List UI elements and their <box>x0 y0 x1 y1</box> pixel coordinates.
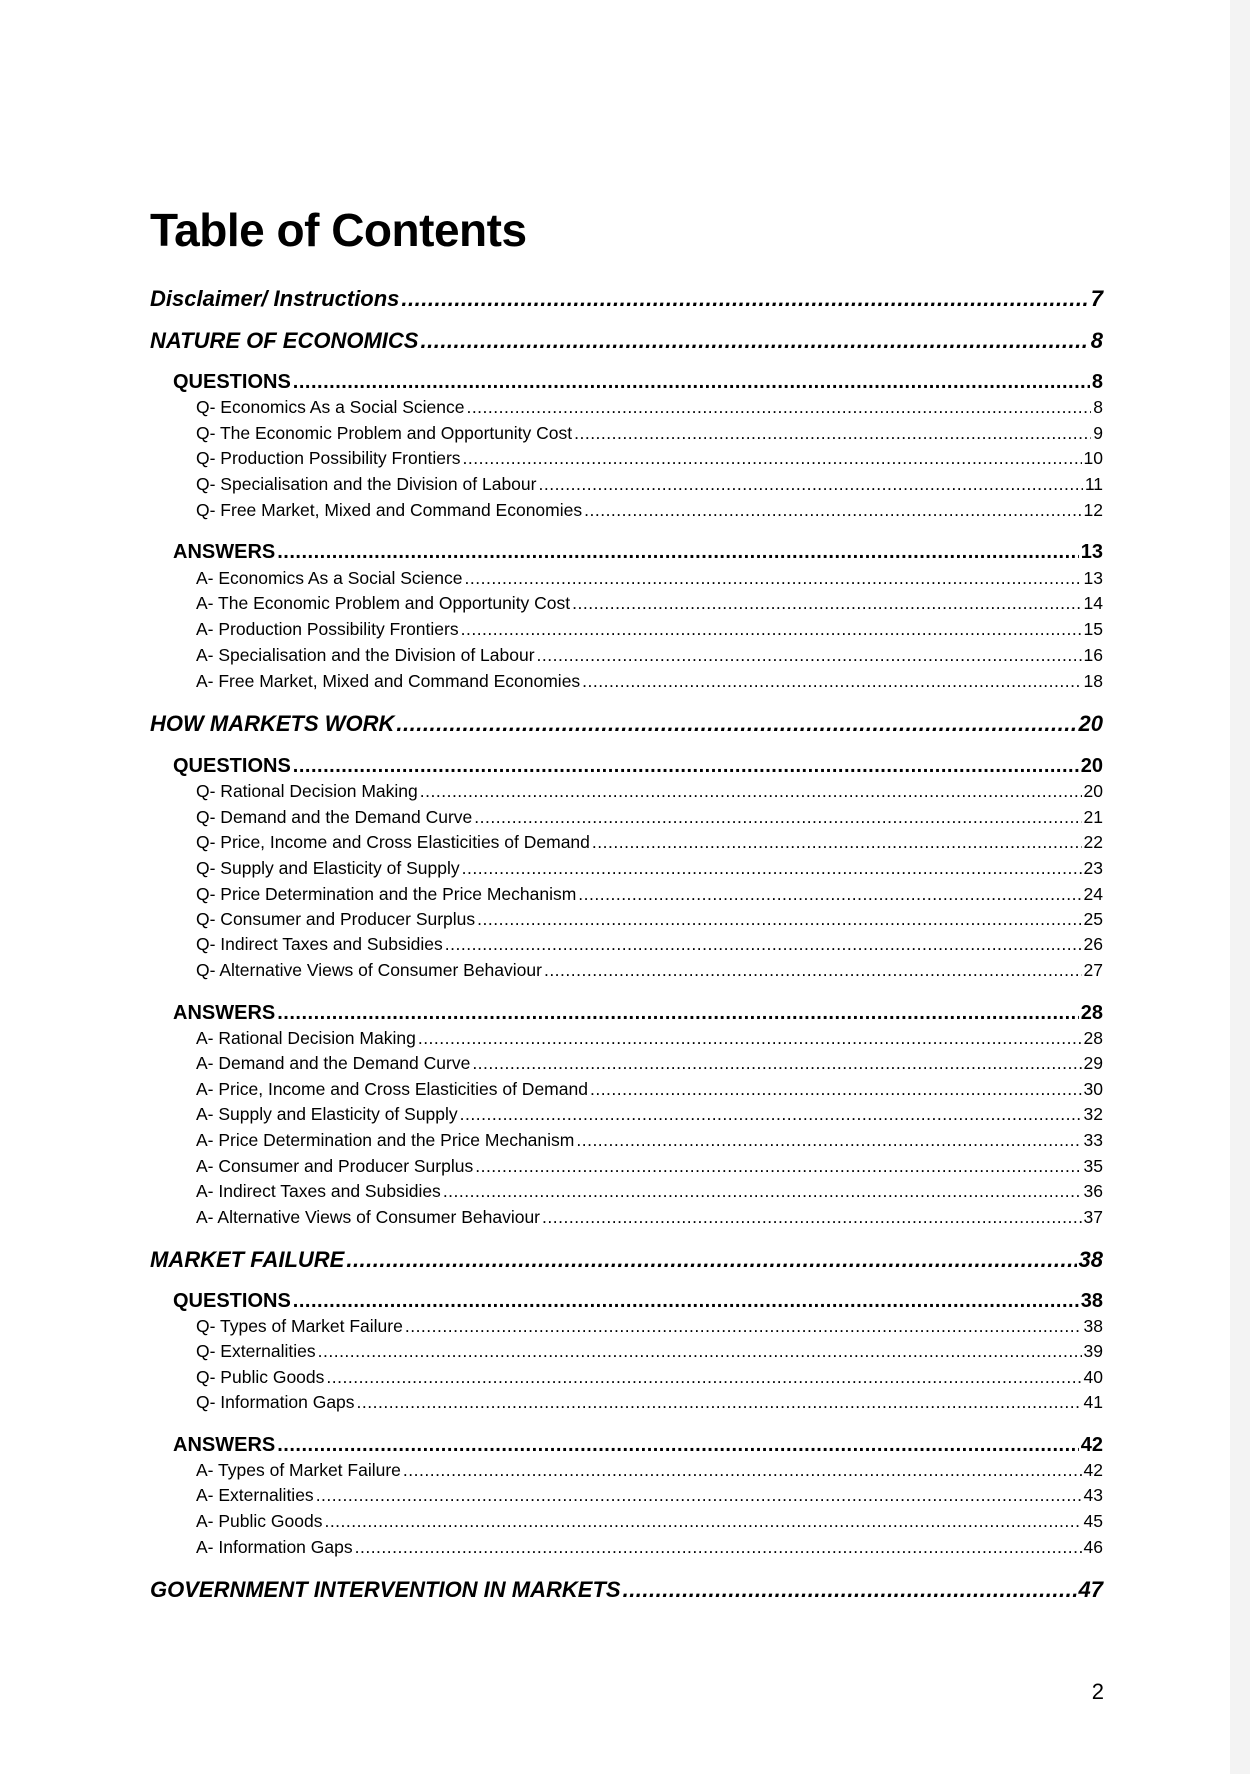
dot-leader <box>537 643 1082 667</box>
toc-entry-page-number: 23 <box>1083 858 1103 878</box>
toc-entry-title: A- Economics As a Social Science <box>196 568 463 588</box>
toc-section-title: HOW MARKETS WORK <box>150 711 395 736</box>
dot-leader <box>418 1026 1082 1050</box>
toc-entry[interactable] <box>196 591 1103 615</box>
toc-entry[interactable] <box>196 1154 1103 1178</box>
toc-entry-title: A- Indirect Taxes and Subsidies <box>196 1181 441 1201</box>
toc-entry-page-number: 16 <box>1083 645 1103 665</box>
toc-entry-page-number: 33 <box>1083 1130 1103 1150</box>
toc-subsection-page-number: 8 <box>1091 371 1103 393</box>
toc-entry-page-number: 42 <box>1083 1460 1103 1480</box>
toc-entry-title: A- Types of Market Failure <box>196 1460 401 1480</box>
dot-leader <box>544 958 1082 982</box>
toc-entry-page-number: 11 <box>1084 474 1103 494</box>
toc-entry[interactable] <box>196 1205 1103 1229</box>
dot-leader <box>445 932 1082 956</box>
toc-entry[interactable] <box>196 1102 1103 1126</box>
toc-entry[interactable] <box>196 446 1103 470</box>
toc-entry-page-number: 37 <box>1083 1207 1103 1227</box>
dot-leader <box>443 1179 1082 1203</box>
dot-leader <box>584 498 1081 522</box>
dot-leader <box>318 1339 1082 1363</box>
dot-leader <box>460 1102 1082 1126</box>
toc-entry-page-number: 8 <box>1093 397 1103 417</box>
dot-leader <box>578 882 1081 906</box>
dot-leader <box>542 1205 1082 1229</box>
toc-entry-title: A- Specialisation and the Division of Labour <box>196 645 535 665</box>
dot-leader <box>623 1576 1077 1604</box>
dot-leader <box>324 1509 1081 1533</box>
dot-leader <box>293 753 1079 779</box>
page-edge <box>1230 0 1250 1774</box>
toc-entry[interactable] <box>196 958 1103 982</box>
toc-entry-page-number: 22 <box>1083 832 1103 852</box>
toc-entry[interactable] <box>196 566 1103 590</box>
dot-leader <box>277 1432 1079 1458</box>
toc-entry-page-number: 28 <box>1083 1028 1103 1048</box>
toc-entry-page-number: 25 <box>1083 909 1103 929</box>
toc-entry-title: Q- Alternative Views of Consumer Behaviour <box>196 960 542 980</box>
toc-entry-title: Q- Externalities <box>196 1341 316 1361</box>
toc-entry-title: Q- Demand and the Demand Curve <box>196 807 473 827</box>
dot-leader <box>420 327 1088 355</box>
dot-leader <box>316 1483 1082 1507</box>
dot-leader <box>403 1458 1082 1482</box>
toc-entry-title: A- Information Gaps <box>196 1537 353 1557</box>
toc-entry-title: Q- Indirect Taxes and Subsidies <box>196 934 443 954</box>
toc-section[interactable] <box>150 285 1103 313</box>
dot-leader <box>466 395 1091 419</box>
dot-leader <box>355 1535 1082 1559</box>
toc-entry-page-number: 24 <box>1083 884 1103 904</box>
dot-leader <box>277 1000 1079 1026</box>
toc-entry[interactable] <box>196 1535 1103 1559</box>
toc-entry[interactable] <box>196 1077 1103 1101</box>
toc-section-title: Disclaimer/ Instructions <box>150 286 400 311</box>
toc-section-page-number: 20 <box>1078 711 1103 736</box>
dot-leader <box>396 710 1076 738</box>
toc-entry[interactable] <box>196 1051 1103 1075</box>
toc-entry-title: Q- Consumer and Producer Surplus <box>196 909 476 929</box>
toc-entry[interactable] <box>196 882 1103 906</box>
dot-leader <box>572 591 1081 615</box>
dot-leader <box>592 830 1082 854</box>
toc-entry-page-number: 13 <box>1083 568 1103 588</box>
toc-entry-page-number: 15 <box>1083 619 1103 639</box>
toc-entry-title: Q- Free Market, Mixed and Command Economies <box>196 500 583 520</box>
toc-entry-title: A- Externalities <box>196 1485 314 1505</box>
toc-section[interactable] <box>150 327 1103 355</box>
toc-entry-page-number: 12 <box>1083 500 1103 520</box>
dot-leader <box>420 779 1082 803</box>
toc-entry-page-number: 35 <box>1083 1156 1103 1176</box>
toc-entry[interactable] <box>196 498 1103 522</box>
toc-entry-page-number: 41 <box>1083 1392 1103 1412</box>
toc-entry[interactable] <box>196 1314 1103 1338</box>
toc-entry[interactable] <box>196 617 1103 641</box>
toc-entry-title: Q- Information Gaps <box>196 1392 355 1412</box>
toc-entry-page-number: 36 <box>1083 1181 1103 1201</box>
toc-entry[interactable] <box>196 932 1103 956</box>
toc-subsection-title: ANSWERS <box>173 541 276 563</box>
toc-entry-page-number: 32 <box>1083 1104 1103 1124</box>
toc-entry-page-number: 30 <box>1083 1079 1103 1099</box>
toc-entry[interactable] <box>196 1365 1103 1389</box>
dot-leader <box>477 907 1081 931</box>
toc-entry-title: A- Supply and Elasticity of Supply <box>196 1104 458 1124</box>
toc-entry-title: Q- Specialisation and the Division of Labour <box>196 474 537 494</box>
toc-entry-page-number: 29 <box>1083 1053 1103 1073</box>
toc-entry-title: Q- Price Determination and the Price Mechanism <box>196 884 577 904</box>
toc-entry-page-number: 27 <box>1083 960 1103 980</box>
toc-entry-title: A- Price Determination and the Price Mechanism <box>196 1130 575 1150</box>
toc-entry[interactable] <box>196 1390 1103 1414</box>
toc-subsection[interactable] <box>173 1288 1103 1314</box>
toc-entry-page-number: 39 <box>1083 1341 1103 1361</box>
toc-section-page-number: 47 <box>1078 1577 1103 1602</box>
dot-leader <box>326 1365 1081 1389</box>
toc-subsection[interactable] <box>173 369 1103 395</box>
toc-entry-title: Q- Production Possibility Frontiers <box>196 448 461 468</box>
dot-leader <box>538 472 1082 496</box>
dot-leader <box>405 1314 1082 1338</box>
page-number: 2 <box>1091 1679 1104 1704</box>
toc-entry-title: A- Price, Income and Cross Elasticities of Demand <box>196 1079 588 1099</box>
toc-entry[interactable] <box>196 856 1103 880</box>
toc-entry[interactable] <box>196 1458 1103 1482</box>
toc-entry[interactable] <box>196 395 1103 419</box>
dot-leader <box>462 856 1082 880</box>
toc-subsection[interactable] <box>173 753 1103 779</box>
toc-section[interactable] <box>150 1246 1103 1274</box>
dot-leader <box>277 539 1079 565</box>
toc-subsection-page-number: 20 <box>1080 755 1103 777</box>
toc-section-page-number: 8 <box>1090 328 1103 353</box>
toc-entry[interactable] <box>196 1026 1103 1050</box>
dot-leader <box>590 1077 1082 1101</box>
toc-entry-page-number: 43 <box>1083 1485 1103 1505</box>
toc-entry-page-number: 26 <box>1083 934 1103 954</box>
toc-subsection[interactable] <box>173 1000 1103 1026</box>
toc-subsection-page-number: 13 <box>1080 541 1103 563</box>
toc-section-title: GOVERNMENT INTERVENTION IN MARKETS <box>150 1577 621 1602</box>
toc-entry[interactable] <box>196 1483 1103 1507</box>
toc-section-title: MARKET FAILURE <box>150 1247 345 1272</box>
toc-entry[interactable] <box>196 472 1103 496</box>
dot-leader <box>472 1051 1081 1075</box>
toc-subsection[interactable] <box>173 539 1103 565</box>
dot-leader <box>574 421 1091 445</box>
toc-entry-page-number: 46 <box>1083 1537 1103 1557</box>
toc-entry[interactable] <box>196 1128 1103 1152</box>
toc-entry-title: A- The Economic Problem and Opportunity Cost <box>196 593 571 613</box>
toc-entry-page-number: 9 <box>1093 423 1103 443</box>
toc-entry[interactable] <box>196 1179 1103 1203</box>
toc-entry-title: Q- Price, Income and Cross Elasticities of Demand <box>196 832 590 852</box>
toc-entry-title: A- Free Market, Mixed and Command Economies <box>196 671 581 691</box>
dot-leader <box>474 805 1081 829</box>
dot-leader <box>461 617 1082 641</box>
page-title: Table of Contents <box>150 204 527 256</box>
toc-subsection-title: QUESTIONS <box>173 1290 291 1312</box>
toc-entry-title: Q- The Economic Problem and Opportunity Cost <box>196 423 573 443</box>
toc-subsection-page-number: 28 <box>1080 1002 1103 1024</box>
toc-subsection-title: ANSWERS <box>173 1002 276 1024</box>
toc-entry-page-number: 45 <box>1083 1511 1103 1531</box>
toc-entry[interactable] <box>196 779 1103 803</box>
toc-entry[interactable] <box>196 1339 1103 1363</box>
toc-entry-page-number: 38 <box>1083 1316 1103 1336</box>
toc-entry-page-number: 18 <box>1083 671 1103 691</box>
toc-entry[interactable] <box>196 1509 1103 1533</box>
dot-leader <box>293 369 1090 395</box>
toc-entry[interactable] <box>196 830 1103 854</box>
dot-leader <box>475 1154 1081 1178</box>
dot-leader <box>576 1128 1081 1152</box>
dot-leader <box>463 446 1082 470</box>
toc-subsection-page-number: 38 <box>1080 1290 1103 1312</box>
toc-subsection-title: QUESTIONS <box>173 371 291 393</box>
toc-section-title: NATURE OF ECONOMICS <box>150 328 419 353</box>
toc-entry[interactable] <box>196 907 1103 931</box>
dot-leader <box>357 1390 1082 1414</box>
toc-entry[interactable] <box>196 421 1103 445</box>
toc-entry-page-number: 21 <box>1083 807 1103 827</box>
toc-entry-title: A- Public Goods <box>196 1511 323 1531</box>
toc-entry-page-number: 14 <box>1083 593 1103 613</box>
toc-section-page-number: 38 <box>1078 1247 1103 1272</box>
toc-entry-title: Q- Supply and Elasticity of Supply <box>196 858 460 878</box>
toc-entry[interactable] <box>196 669 1103 693</box>
dot-leader <box>346 1246 1076 1274</box>
toc-entry-page-number: 20 <box>1083 781 1103 801</box>
toc-subsection-page-number: 42 <box>1080 1434 1103 1456</box>
toc-entry[interactable] <box>196 805 1103 829</box>
toc-section[interactable] <box>150 1576 1103 1604</box>
toc-subsection-title: ANSWERS <box>173 1434 276 1456</box>
toc-entry-title: A- Demand and the Demand Curve <box>196 1053 471 1073</box>
toc-section[interactable] <box>150 710 1103 738</box>
dot-leader <box>582 669 1081 693</box>
toc-entry-title: A- Alternative Views of Consumer Behaviour <box>196 1207 541 1227</box>
toc-subsection-title: QUESTIONS <box>173 755 291 777</box>
toc-entry-title: A- Consumer and Producer Surplus <box>196 1156 474 1176</box>
dot-leader <box>293 1288 1079 1314</box>
toc-entry-title: Q- Public Goods <box>196 1367 325 1387</box>
toc-entry-page-number: 10 <box>1083 448 1103 468</box>
toc-entry-title: Q- Rational Decision Making <box>196 781 418 801</box>
toc-section-page-number: 7 <box>1090 286 1103 311</box>
toc-entry-title: A- Production Possibility Frontiers <box>196 619 459 639</box>
dot-leader <box>401 285 1088 313</box>
toc-entry-title: Q- Economics As a Social Science <box>196 397 465 417</box>
dot-leader <box>465 566 1082 590</box>
toc-entry-page-number: 40 <box>1083 1367 1103 1387</box>
toc-entry-title: A- Rational Decision Making <box>196 1028 416 1048</box>
toc-entry[interactable] <box>196 643 1103 667</box>
toc-entry-title: Q- Types of Market Failure <box>196 1316 403 1336</box>
toc-subsection[interactable] <box>173 1432 1103 1458</box>
